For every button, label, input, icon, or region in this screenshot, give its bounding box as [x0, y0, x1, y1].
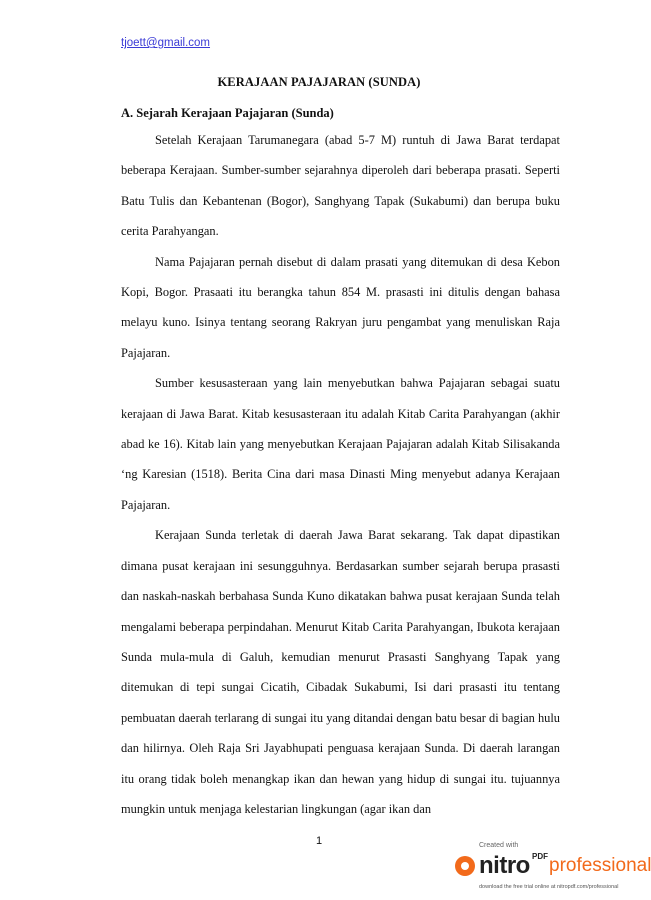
watermark-tagline: download the free trial online at nitropdf.com/professional	[479, 884, 619, 890]
watermark-brand: nitro	[479, 852, 530, 879]
paragraph-2: Nama Pajajaran pernah disebut di dalam prasati yang ditemukan di desa Kebon Kopi, Bogor. Prasaati itu berangka tahun 854 M. prasasti ini ditulis dengan bahasa melayu kuno. Isinya tentang seorang Rakryan juru pengambat yang menuliskan Raja Pajajaran.	[121, 254, 560, 360]
document-title: KERAJAAN PAJAJARAN (SUNDA)	[217, 75, 421, 89]
nitro-logo-icon	[455, 856, 475, 876]
header-email-link[interactable]: tjoett@gmail.com	[121, 37, 211, 49]
paragraph-3: Sumber kesusasteraan yang lain menyebutkan bahwa Pajajaran sebagai suatu kerajaan di Jawa Barat. Kitab kesusasteraan itu adalah Kitab Carita Parahyangan (akhir abad ke 16). Kitab lain yang menyebutkan Kerajaan Pajajaran adalah Kitab Silisakanda ‘ng Karesian (1518). Berita Cina dari masa Dinasti Ming menyebut adanya Kerajaan Pajajaran.	[121, 376, 560, 512]
section-heading: A. Sejarah Kerajaan Pajajaran (Sunda)	[121, 106, 334, 120]
watermark-edition: professional	[549, 855, 651, 876]
paragraph-1: Setelah Kerajaan Tarumanegara (abad 5-7 M) runtuh di Jawa Barat terdapat beberapa Kerajaan. Sumber-sumber sejarahnya diperoleh dari beberapa prasati. Seperti Batu Tulis dan Kebantenan (Bogor), Sanghyang Tapak (Sukabumi) dan berupa buku cerita Parahyangan.	[121, 133, 560, 239]
watermark-created-with: Created with	[479, 842, 519, 849]
watermark-brand-sup: PDF	[532, 852, 548, 861]
document-body	[121, 125, 560, 824]
paragraph-4: Kerajaan Sunda terletak di daerah Jawa Barat sekarang. Tak dapat dipastikan dimana pusat kerajaan ini sesungguhnya. Berdasarkan sumber sejarah berupa prasasti dan naskah-naskah berbahasa Sunda Kuno dikatakan bahwa pusat kerajaan Sunda telah mengalami beberapa perpindahan. Menurut Kitab Carita Parahyangan, Ibukota kerajaan Sunda mula-mula di Galuh, kemudian menurut Prasasti Sanghyang Tapak yang ditemukan di tepi sungai Cicatih, Cibadak Sukabumi, Isi dari prasasti itu tentang pembuatan daerah terlarang di sungai itu yang ditandai dengan batu besar di bagian hulu dan hilirnya. Oleh Raja Sri Jayabhupati penguasa kerajaan Sunda. Di daerah larangan itu orang tidak boleh menangkap ikan dan hewan yang hidup di sungai itu. tujuannya mungkin untuk menjaga kelestarian lingkungan (agar ikan dan	[121, 528, 560, 816]
page-number: 1	[315, 835, 323, 847]
nitro-watermark	[450, 838, 651, 898]
